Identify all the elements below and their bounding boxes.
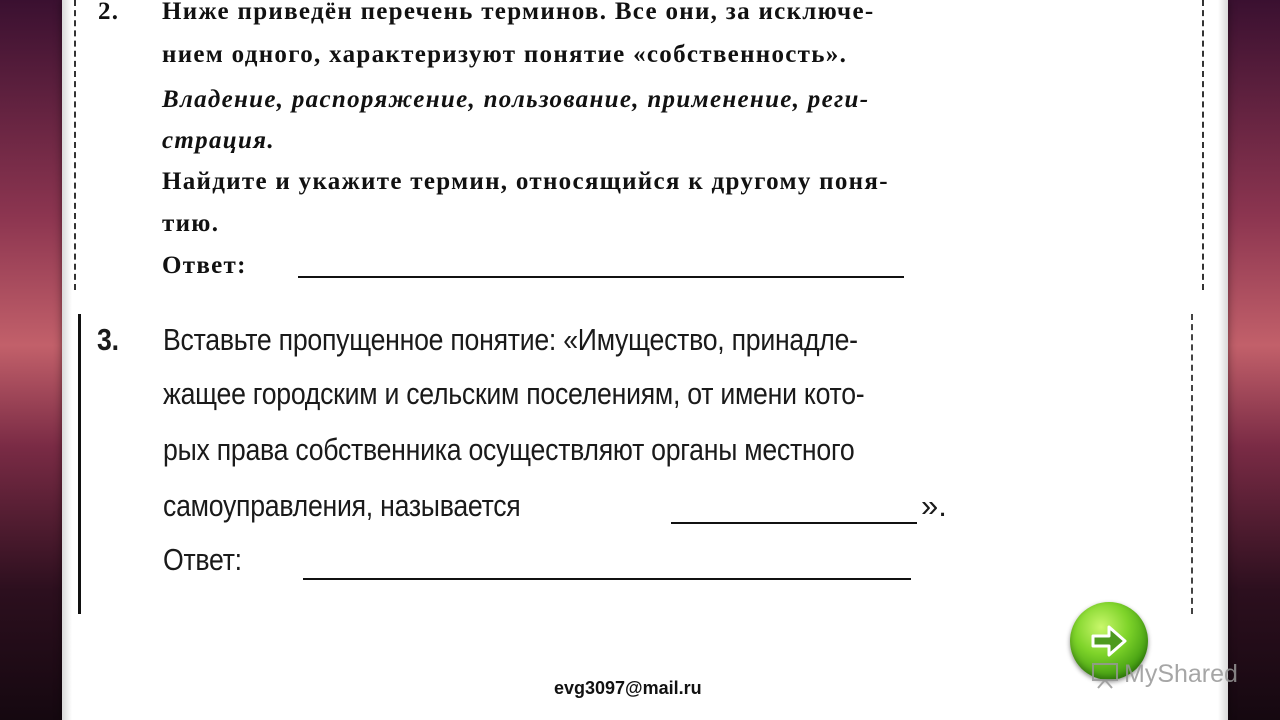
task-text-line: тию. bbox=[162, 210, 220, 237]
task-text-line: нием одного, характеризуют понятие «собственность». bbox=[162, 41, 848, 68]
arrow-right-icon bbox=[1089, 621, 1129, 661]
task-2-block bbox=[74, 0, 1204, 290]
footer-email: evg3097@mail.ru bbox=[554, 678, 702, 698]
answer-line bbox=[303, 578, 911, 580]
background-right-panel bbox=[1228, 0, 1280, 720]
fill-in-blank-line bbox=[671, 522, 917, 524]
slide bbox=[62, 0, 1228, 720]
answer-label: Ответ: bbox=[162, 252, 247, 279]
background-left-panel bbox=[0, 0, 62, 720]
task-text-line: жащее городским и сельским поселениям, от имени кото- bbox=[163, 376, 865, 411]
closing-quote: ». bbox=[921, 488, 947, 523]
answer-label: Ответ: bbox=[163, 542, 242, 577]
answer-line bbox=[298, 276, 904, 278]
task-number: 2. bbox=[98, 0, 120, 25]
task-text-line: рых права собственника осуществляют органы местного bbox=[163, 432, 855, 467]
task-text-line: самоуправления, называется bbox=[163, 488, 521, 523]
task-text-line: Ниже приведён перечень терминов. Все они, за исключе- bbox=[162, 0, 875, 25]
task-text-line: Вставьте пропущенное понятие: «Имущество, принадле- bbox=[163, 322, 858, 357]
watermark-logo bbox=[1090, 660, 1238, 690]
terms-list-line: Владение, распоряжение, пользование, применение, реги- bbox=[162, 86, 870, 113]
task-text-line: Найдите и укажите термин, относящийся к другому поня- bbox=[162, 168, 889, 195]
presentation-icon bbox=[1090, 660, 1120, 690]
task-number: 3. bbox=[97, 322, 119, 357]
watermark-text: MyShared bbox=[1124, 660, 1238, 688]
task-3-block bbox=[78, 314, 1193, 614]
terms-list-line: страция. bbox=[162, 127, 275, 154]
